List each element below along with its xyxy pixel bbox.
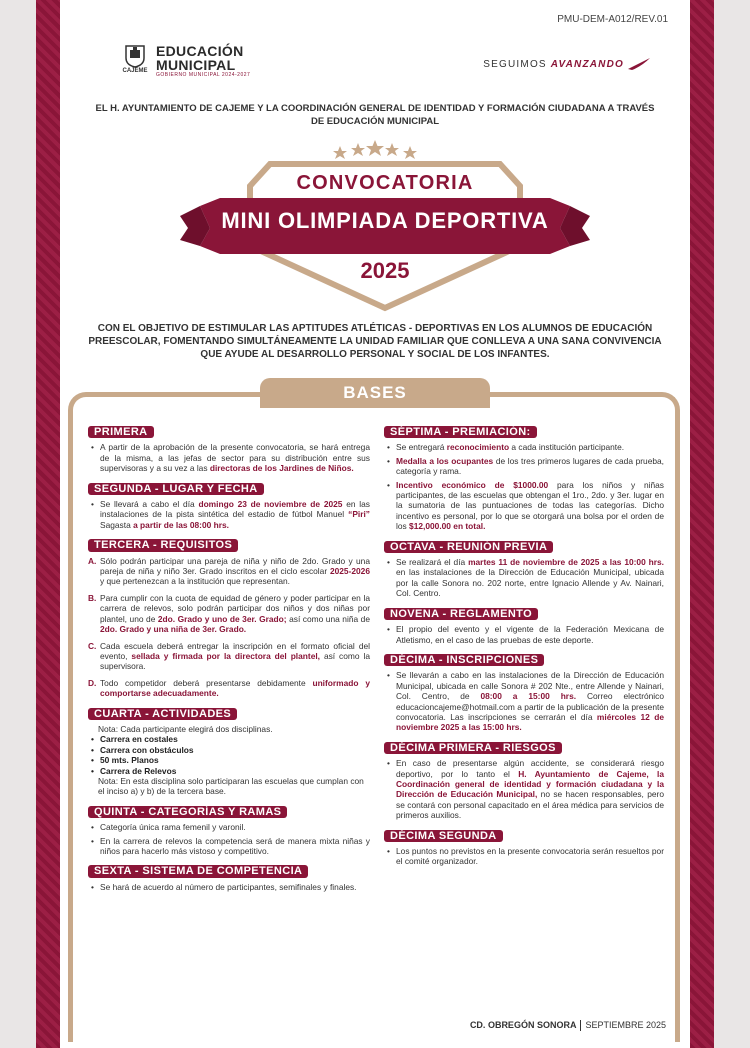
list-item: • En caso de presentarse algún accidente, se considerará riesgo deportivo, por lo tanto el H. Ayuntamiento de Cajeme, la Coordinación general de identidad y formación ciudadana y la Dirección de Educación Municipal, no se hacen responsables, pero se contará con personal capacitado en el área médica para servicios de primeros auxilios. (384, 758, 664, 820)
section-title: DÉCIMA SEGUNDA (384, 830, 503, 842)
list-item: • Se realizará el día martes 11 de noviembre de 2025 a las 10:00 hrs. en las instalaciones de la Dirección de Educación Municipal, ubicada por la calle Sonora no. 202 norte, entre Ignacio Allende y Av. Nainari, Col. Centro. (384, 557, 664, 599)
right-border-stripe (690, 0, 714, 1048)
note: Nota: En esta disciplina solo participaran las escuelas que cumplan con el inciso a) y b) de la tercera base. (98, 775, 364, 797)
list-item: • Se entregará reconocimiento a cada institución participante. (384, 442, 664, 452)
section-title: CUARTA - ACTIVIDADES (88, 708, 237, 720)
crest-label: CAJEME (122, 68, 148, 74)
section-cuarta (88, 708, 370, 797)
list-item: C. Cada escuela deberá entregar la inscripción en el formato oficial del evento, sellada y firmada por la directora del plantel, así como la supervisora. (88, 640, 370, 672)
section-octava (384, 541, 664, 599)
section-decima-segunda (384, 830, 664, 867)
left-margin (0, 0, 36, 1048)
right-margin (714, 0, 750, 1048)
cajeme-crest-icon (120, 44, 150, 78)
note: Nota: Cada participante elegirá dos disciplinas. (98, 723, 273, 734)
section-quinta (88, 806, 370, 857)
section-title: TERCERA - REQUISITOS (88, 539, 238, 551)
footer (470, 1020, 666, 1031)
left-border-stripe (36, 0, 60, 1048)
list-item: • A partir de la aprobación de la presente convocatoria, se hará entrega de la misma, a las jefas de sector para su distribución entre sus supervisoras y a su vez a las directoras de los Jardines de Niños. (88, 442, 370, 473)
list-item: • El propio del evento y el vigente de la Federación Mexicana de Atletismo, en el caso de las pruebas de este deporte. (384, 624, 664, 645)
list-item: • Incentivo económico de $1000.00 para los niños y niñas participantes, de las escuelas que obtengan el 1ro., 2do. y 3er. lugar en la sumatoria de las puntuaciones de todas las categorías. Dicho incentivo es personal, por lo que se otorgará una bolsa por el orden de los $12,000.00 en total. (384, 480, 664, 532)
section-title: QUINTA - CATEGORÍAS Y RAMAS (88, 806, 287, 818)
objective-text: CON EL OBJETIVO DE ESTIMULAR LAS APTITUDES ATLÉTICAS - DEPORTIVAS EN LOS ALUMNOS DE EDUCACIÓN PREESCOLAR, FOMENTANDO SIMULTÁNEAMENTE LA UNIDAD FAMILIAR QUE CONLLEVA A UNA SANA CONVIVENCIA QUE AYUDE AL DESARROLLO PERSONAL Y SOCIAL DE LOS INFANTES. (88, 323, 662, 360)
event-title: MINI OLIMPIADA DEPORTIVA (221, 208, 549, 233)
slogan-bold: AVANZANDO (550, 58, 624, 70)
section-title: SEXTA - SISTEMA DE COMPETENCIA (88, 865, 308, 877)
list-item: • Carrera de Relevos (88, 766, 370, 776)
section-septima (384, 426, 664, 532)
logo-line-1: EDUCACIÓN (156, 43, 244, 59)
section-title: DÉCIMA - INSCRIPCIONES (384, 654, 544, 666)
section-sexta (88, 865, 370, 892)
event-year: 2025 (360, 258, 410, 283)
slogan (483, 58, 650, 70)
section-segunda (88, 483, 370, 531)
list-item: • Se hará de acuerdo al número de participantes, semifinales y finales. (88, 882, 370, 892)
document-code: PMU-DEM-A012/REV.01 (557, 14, 668, 25)
list-item: • Categoría única rama femenil y varonil. (88, 822, 370, 832)
educacion-municipal-logo (120, 44, 250, 78)
section-decima (384, 654, 664, 733)
section-novena (384, 608, 664, 645)
section-title: DÉCIMA PRIMERA - RIESGOS (384, 742, 562, 754)
footer-city: CD. OBREGÓN SONORA (469, 1020, 577, 1030)
list-item: • Carrera en costales (88, 734, 370, 744)
list-item: D. Todo competidor deberá presentarse debidamente uniformado y comportarse adecuadamente. (88, 677, 370, 699)
list-item: B. Para cumplir con la cuota de equidad de género y poder participar en la carrera de relevos, solo podrán participar dos niños y dos niñas por plantel, uno de 2do. Grado y uno de 3er. Grado; así como una niña de 2do. Grado y una niña de 3er. Grado. (88, 592, 370, 635)
list-item: • Los puntos no previstos en la presente convocatoria serán resueltos por el comité organizador. (384, 846, 664, 867)
list-item: • Medalla a los ocupantes de los tres primeros lugares de cada prueba, categoría y rama. (384, 456, 664, 477)
footer-separator (580, 1020, 581, 1031)
list-item: • En la carrera de relevos la competencia será de manera mixta niñas y niños para hacerlo más vistoso y competitivo. (88, 836, 370, 857)
logo-line-2: MUNICIPAL (156, 57, 236, 73)
list-item: • Carrera con obstáculos (88, 745, 370, 755)
list-item: • Se llevará a cabo el día domingo 23 de noviembre de 2025 en las instalaciones de la pista sintética del estadio de fútbol Manuel “Piri” Sagasta a partir de las 08:00 hrs. (88, 499, 370, 530)
footer-date: SEPTIEMBRE 2025 (585, 1020, 666, 1030)
section-title: PRIMERA (88, 426, 154, 438)
section-title: SÉPTIMA - PREMIACIÓN: (384, 426, 537, 438)
bases-heading: BASES (260, 378, 490, 408)
section-title: NOVENA - REGLAMENTO (384, 608, 538, 620)
convocatoria-label: CONVOCATORIA (296, 172, 474, 194)
slogan-prefix: SEGUIMOS (483, 58, 547, 70)
section-tercera (88, 539, 370, 698)
section-title: OCTAVA - REUNIÓN PREVIA (384, 541, 553, 553)
section-primera (88, 426, 370, 474)
logo-subtitle: GOBIERNO MUNICIPAL 2024-2027 (156, 72, 251, 78)
right-column (384, 426, 664, 876)
list-item: • Se llevarán a cabo en las instalaciones de la Dirección de Educación Municipal, ubicada en calle Sonora # 202 Nte., entre Allende y Nainari, Col. Centro, de 08:00 a 15:00 hrs. Correo electrónico educacioncajeme@hotmail.com a partir de la publicación de la presente convocatoria. Las inscripciones se cerrarán el día miércoles 12 de noviembre 2025 a las 15:00 hrs. (384, 670, 664, 732)
left-column (88, 426, 370, 901)
intro-text: EL H. AYUNTAMIENTO DE CAJEME Y LA COORDINACIÓN GENERAL DE IDENTIDAD Y FORMACIÓN CIUDADANA A TRAVÉS DE EDUCACIÓN MUNICIPAL (95, 103, 655, 127)
section-title: SEGUNDA - LUGAR Y FECHA (88, 483, 264, 495)
list-item: A. Sólo podrán participar una pareja de niña y niño de 2do. Grado y una pareja de niña y niño 3er. Grado inscritos en el ciclo escolar 2025-2026 y que pertenezcan a la institución que representan. (88, 555, 370, 587)
title-emblem (160, 136, 610, 316)
list-item: • 50 mts. Planos (88, 755, 370, 765)
section-decima-primera (384, 742, 664, 821)
stars-icon (333, 140, 417, 159)
swoosh-icon (628, 58, 650, 70)
